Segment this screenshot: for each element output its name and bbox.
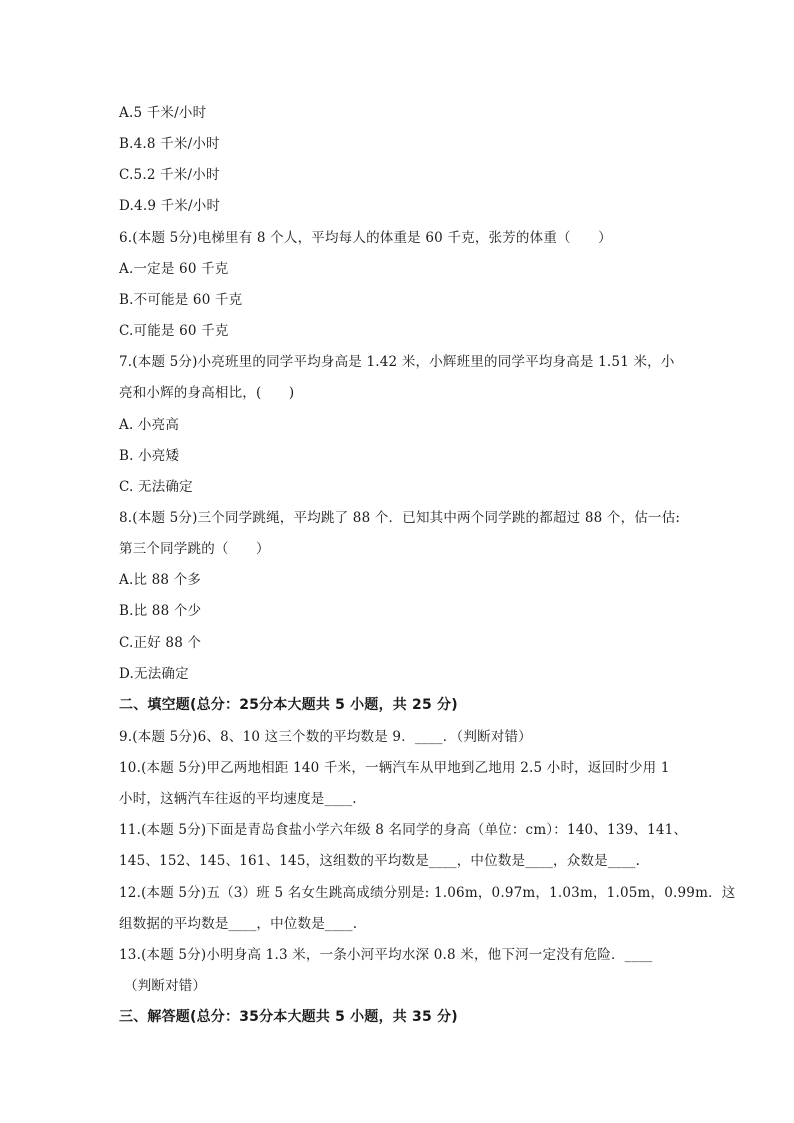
q7-option-b: B. 小亮矮 (119, 448, 180, 464)
q6-option-a: A.一定是 60 千克 (119, 261, 229, 277)
q7-stem-line2: 亮和小辉的身高相比，( ) (119, 385, 295, 401)
q7-stem-line1: 7.(本题 5分)小亮班里的同学平均身高是 1.42 米，小辉班里的同学平均身高是 1.51 米，小 (119, 354, 675, 370)
q7-option-c: C. 无法确定 (119, 479, 193, 495)
q5-option-a: A.5 千米/小时 (119, 105, 207, 121)
q8-option-b: B.比 88 个少 (119, 603, 202, 619)
q13-stem-line2: （判断对错） (124, 978, 207, 994)
q8-option-a: A.比 88 个多 (119, 572, 202, 588)
q8-option-d: D.无法确定 (119, 666, 189, 682)
q8-stem-line2: 第三个同学跳的（ ） (119, 541, 270, 557)
section-heading-answer: 三、解答题(总分：35分本大题共 5 小题，共 35 分) (119, 1009, 458, 1025)
q12-stem-line1: 12.(本题 5分)五（3）班 5 名女生跳高成绩分别是: 1.06m，0.97m，1.03m，1.05m，0.99m．这 (119, 885, 736, 901)
q8-option-c: C.正好 88 个 (119, 635, 202, 651)
q7-option-a: A. 小亮高 (119, 417, 180, 433)
q10-stem-line1: 10.(本题 5分)甲乙两地相距 140 千米，一辆汽车从甲地到乙地用 2.5 小时，返回时少用 1 (119, 760, 670, 776)
q6-option-b: B.不可能是 60 千克 (119, 292, 243, 308)
q5-option-b: B.4.8 千米/小时 (119, 136, 220, 152)
q12-stem-line2: 组数据的平均数是____，中位数是____. (119, 916, 358, 932)
section-heading-fill-in: 二、填空题(总分：25分本大题共 5 小题，共 25 分) (119, 697, 458, 713)
q5-option-c: C.5.2 千米/小时 (119, 167, 220, 183)
q13-stem-line1: 13.(本题 5分)小明身高 1.3 米，一条小河平均水深 0.8 米，他下河一定没有危险．____ (119, 947, 653, 963)
q9-stem: 9.(本题 5分)6、8、10 这三个数的平均数是 9．____．（判断对错） (119, 729, 532, 745)
q11-stem-line1: 11.(本题 5分)下面是青岛食盐小学六年级 8 名同学的身高（单位：cm）：140、139、141、 (119, 822, 688, 838)
q6-option-c: C.可能是 60 千克 (119, 323, 229, 339)
q10-stem-line2: 小时，这辆汽车往返的平均速度是____. (119, 791, 357, 807)
q5-option-d: D.4.9 千米/小时 (119, 198, 221, 214)
q11-stem-line2: 145、152、145、161、145，这组数的平均数是____，中位数是____，众数是____. (119, 853, 641, 869)
q8-stem-line1: 8.(本题 5分)三个同学跳绳，平均跳了 88 个．已知其中两个同学跳的都超过 88 个，估一估: (119, 510, 681, 526)
q6-stem: 6.(本题 5分)电梯里有 8 个人，平均每人的体重是 60 千克，张芳的体重（ ） (119, 230, 612, 246)
